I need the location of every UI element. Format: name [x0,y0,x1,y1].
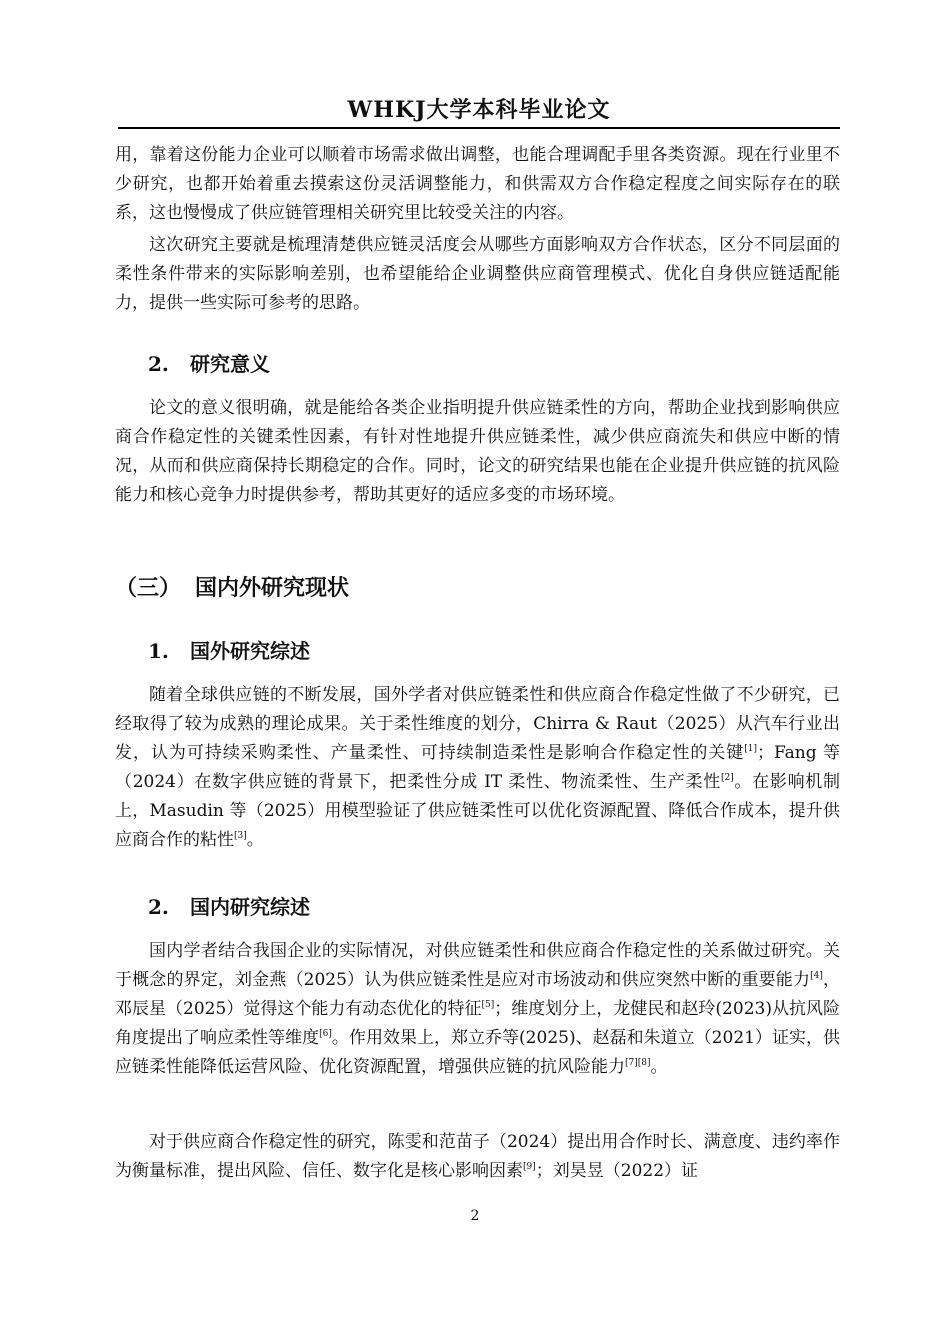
citation-ref: [9] [523,1162,536,1172]
citation-ref: [1] [744,744,758,754]
text-run: 国内学者结合我国企业的实际情况，对供应链柔性和供应商合作稳定性的关系做过研究。关于概念的界定，刘金燕（2025）认为供应链柔性是应对市场波动和供应突然中断的重要能力 [115,941,840,990]
paragraph-continuation: 用，靠着这份能力企业可以顺着市场需求做出调整，也能合理调配手里各类资源。现在行业里不少研究，也都开始着重去摸索这份灵活调整能力，和供需双方合作稳定程度之间实际存在的联系，这也慢慢成了供应链管理相关研究里比较受关注的内容。 [115,145,840,223]
heading-number: 2. [148,352,169,376]
text-run: 。 [246,830,264,850]
heading-title: 研究意义 [190,352,270,376]
header-rule [118,127,840,129]
heading-foreign-review [148,635,310,664]
citation-ref: [7][8] [625,1058,651,1068]
page-number: 2 [470,1208,480,1224]
citation-ref: [2] [720,773,734,783]
citation-ref: [3] [234,831,247,841]
text-run: 对于供应商合作稳定性的研究，陈雯和范苗子（2024）提出用合作时长、满意度、违约率作为衡量标准，提出风险、信任、数字化是核心影响因素 [115,1132,840,1181]
text-run: ；刘昊昱（2022）证 [535,1161,699,1181]
heading-title: 国内研究综述 [190,895,310,919]
heading-literature-review [115,571,349,602]
heading-domestic-review [148,891,310,920]
heading-number: （三） [115,575,182,601]
citation-ref: [4] [810,971,823,981]
heading-research-significance [148,348,270,377]
heading-number: 1. [148,639,169,663]
text-run: 随着全球供应链的不断发展，国外学者对供应链柔性和供应商合作稳定性做了不少研究，已经取得了较为成熟的理论成果。关于柔性维度的划分，Chirra & Raut（2025）从汽车行业出发，认为可持续采购柔性、产量柔性、可持续制造柔性是影响合作稳定性的关键 [115,685,840,763]
text-run: ；Fang 等（2024）在数字供应链的背景下，把柔性分成 IT 柔性、物流柔性、生产柔性 [115,743,841,792]
paragraph-domestic-review [115,937,840,1082]
paragraph-supplier-stability [115,1128,840,1186]
text-run: ，邓辰星（2025）觉得这个能力有动态优化的特征 [115,970,841,1019]
text-run: 。作用效果上，郑立乔等(2025)、赵磊和朱道立（2021）证实，供应链柔性能降低运营风险、优化资源配置，增强供应链的抗风险能力 [115,1028,841,1077]
heading-title: 国外研究综述 [190,639,310,663]
heading-number: 2. [148,895,169,919]
heading-title: 国内外研究现状 [195,575,350,601]
citation-ref: [5] [481,1000,495,1010]
text-run: 。在影响机制上，Masudin 等（2025）用模型验证了供应链柔性可以优化资源配置、降低合作成本，提升供应商合作的粘性 [115,772,841,850]
paragraph-research-aim: 这次研究主要就是梳理清楚供应链灵活度会从哪些方面影响双方合作状态，区分不同层面的柔性条件带来的实际影响差别，也希望能给企业调整供应商管理模式、优化自身供应链适配能力，提供一些实际可参考的思路。 [115,235,840,313]
paragraph-significance: 论文的意义很明确，就是能给各类企业指明提升供应链柔性的方向，帮助企业找到影响供应商合作稳定性的关键柔性因素，有针对性地提升供应链柔性，减少供应商流失和供应中断的情况，从而和供应商保持长期稳定的合作。同时，论文的研究结果也能在企业提升供应链的抗风险能力和核心竞争力时提供参考，帮助其更好的适应多变的市场环境。 [115,398,840,505]
paragraph-foreign-review [115,681,840,855]
text-run: 。 [650,1057,668,1077]
text-run: ；维度划分上，龙健民和赵玲(2023)从抗风险角度提出了响应柔性等维度 [115,999,841,1048]
citation-ref: [6] [319,1029,332,1039]
running-header: WHKJ大学本科毕业论文 [347,97,611,123]
